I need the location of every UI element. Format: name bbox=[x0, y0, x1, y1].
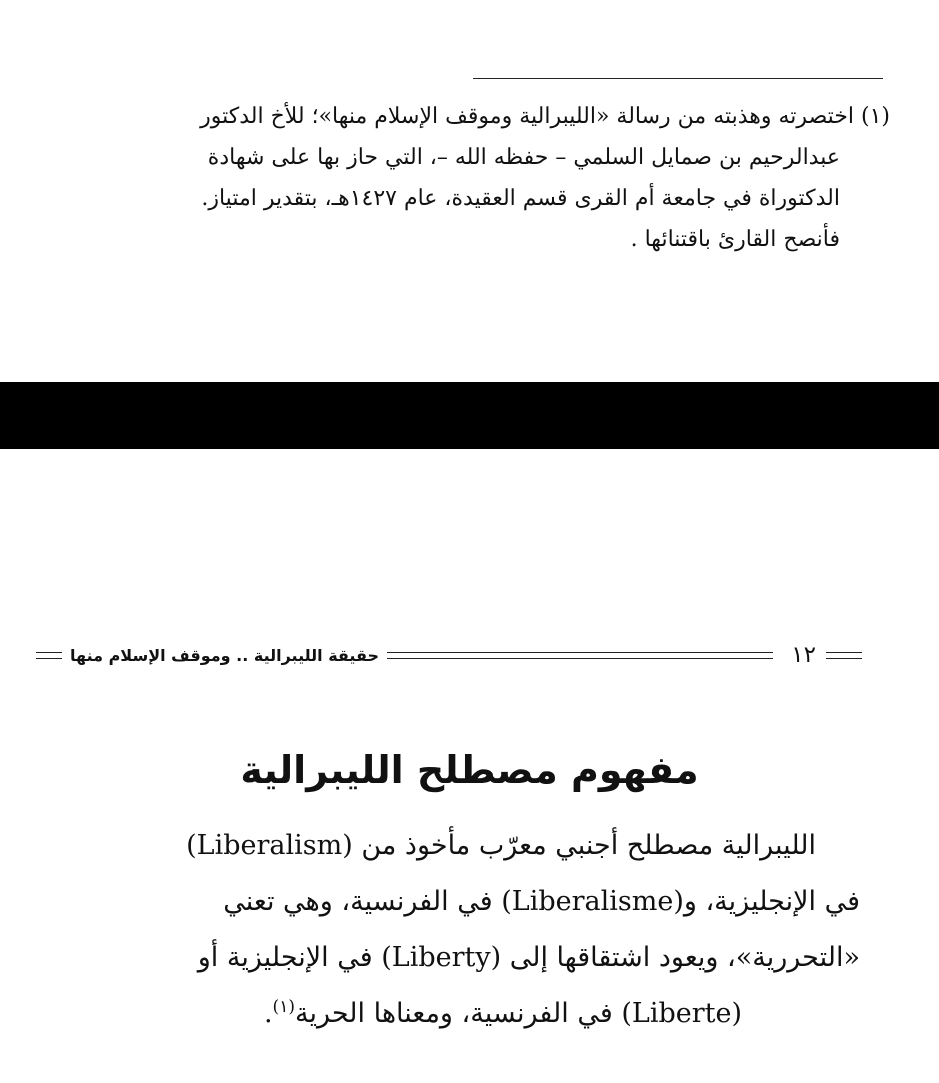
footnote-line: فأنصح القارئ باقتنائها . bbox=[630, 227, 840, 252]
footnote-marker: (١) bbox=[272, 997, 295, 1017]
body-paragraph bbox=[80, 818, 860, 1042]
body-line: «التحررية»، ويعود اشتقاقها إلى (Liberty) في الإنجليزية أو bbox=[197, 942, 860, 973]
body-line-text: (Liberte) في الفرنسية، ومعناها الحرية bbox=[294, 998, 742, 1029]
header-double-rule bbox=[36, 652, 62, 659]
header-double-rule bbox=[387, 652, 773, 659]
footnote-line: (١) اختصرته وهذبته من رسالة «الليبرالية وموقف الإسلام منها»؛ للأخ الدكتور bbox=[200, 104, 890, 129]
page-separator-band bbox=[0, 382, 939, 449]
body-line: في الإنجليزية، و(Liberalisme) في الفرنسية، وهي تعني bbox=[223, 886, 860, 917]
footnote-line: الدكتوراة في جامعة أم القرى قسم العقيدة، عام ١٤٢٧هـ، بتقدير امتياز. bbox=[201, 186, 840, 211]
body-line: الليبرالية مصطلح أجنبي معرّب مأخوذ من (Liberalism) bbox=[186, 830, 816, 861]
footnote-separator bbox=[473, 78, 883, 79]
page-title: مفهوم مصطلح الليبرالية bbox=[240, 748, 699, 792]
page-number: ١٢ bbox=[791, 642, 816, 668]
footnote-line: عبدالرحيم بن صمايل السلمي – حفظه الله –، التي حاز بها على شهادة bbox=[207, 145, 840, 170]
sentence-end: . bbox=[263, 998, 273, 1029]
running-header bbox=[36, 640, 862, 670]
header-double-rule bbox=[826, 652, 862, 659]
footnote bbox=[78, 96, 890, 260]
body-line-last bbox=[80, 986, 860, 1042]
running-title: حقيقة الليبرالية .. وموقف الإسلام منها bbox=[70, 645, 379, 665]
